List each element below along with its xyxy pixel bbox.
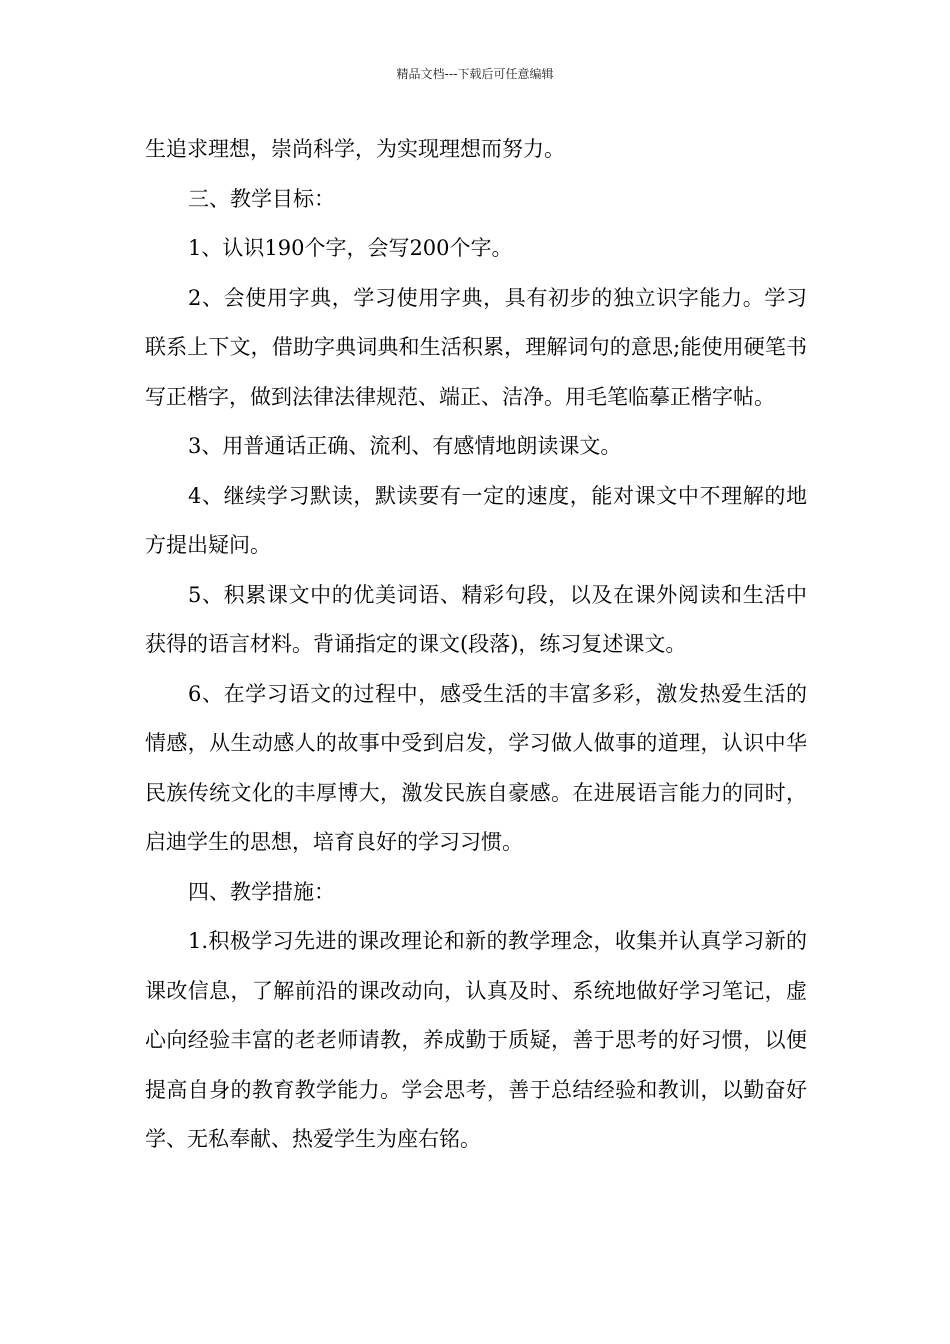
section-heading-teaching-measures: 四、教学措施： — [188, 879, 335, 904]
measure-item-1: 1.积极学习先进的课改理论和新的教学理念，收集并认真学习新的课改信息，了解前沿的课改动向，认真及时、系统地做好学习笔记，虚心向经验丰富的老老师请教，养成勤于质疑，善于思考的好习惯，以便提高自身的教育教学能力。学会思考，善于总结经验和教训，以勤奋好学、无私奉献、热爱学生为座右铭。 — [145, 929, 807, 1151]
section-heading-teaching-goals: 三、教学目标： — [188, 186, 335, 211]
goal-item-2: 2、会使用字典，学习使用字典，具有初步的独立识字能力。学习联系上下文，借助字典词典和生活积累，理解词句的意思;能使用硬笔书写正楷字，做到法律法律规范、端正、洁净。用毛笔临摹正楷字帖。 — [145, 285, 807, 409]
goal-item-4: 4、继续学习默读，默读要有一定的速度，能对课文中不理解的地方提出疑问。 — [145, 483, 807, 557]
goal-item-6: 6、在学习语文的过程中，感受生活的丰富多彩，激发热爱生活的情感，从生动感人的故事中受到启发，学习做人做事的道理，认识中华民族传统文化的丰厚博大，激发民族自豪感。在进展语言能力的同时，启迪学生的思想，培育良好的学习习惯。 — [145, 681, 807, 854]
goal-item-1: 1、认识190个字，会写200个字。 — [188, 236, 513, 260]
page-header: 精品文档---下载后可任意编辑 — [396, 67, 554, 81]
document-body — [145, 125, 807, 1165]
goal-item-5: 5、积累课文中的优美词语、精彩句段，以及在课外阅读和生活中获得的语言材料。背诵指定的课文(段落)，练习复述课文。 — [145, 582, 807, 656]
goal-item-3: 3、用普通话正确、流利、有感情地朗读课文。 — [188, 434, 622, 458]
paragraph-continuation: 生追求理想，崇尚科学，为实现理想而努力。 — [145, 137, 565, 161]
